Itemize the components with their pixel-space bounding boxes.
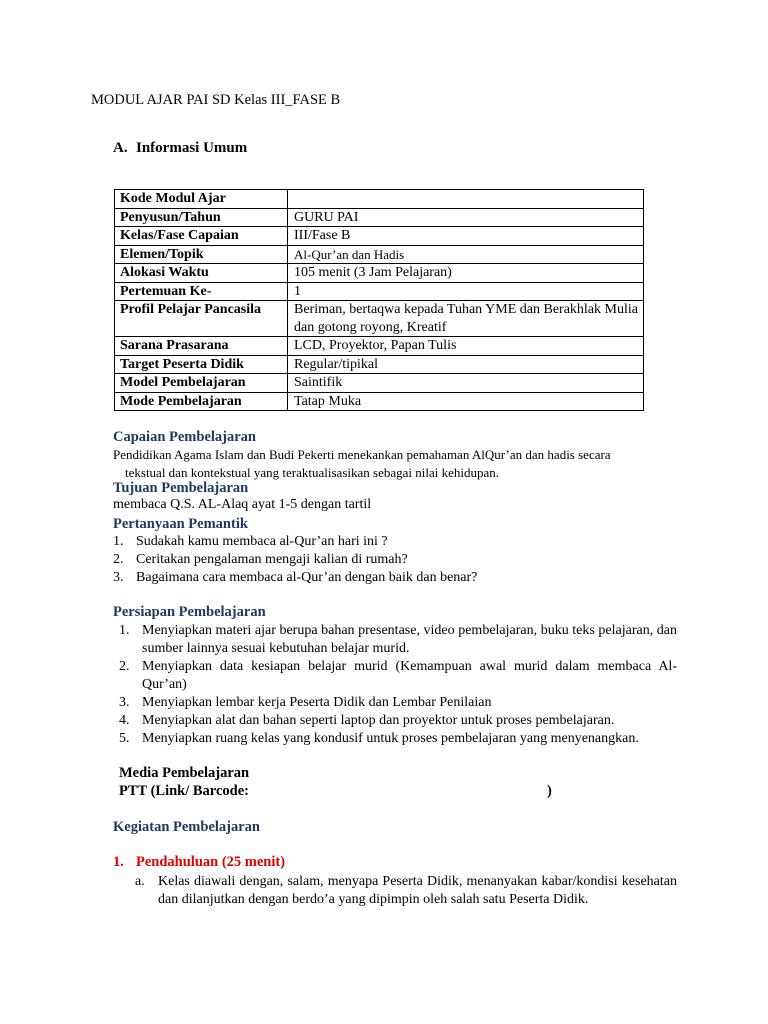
table-key-cell: Target Peserta Didik [115,355,288,374]
item-a-label: a. [135,874,145,889]
list-item [119,730,677,748]
table-key-cell: Pertemuan Ke- [115,282,288,301]
list-number: 4. [119,713,130,728]
list-item [113,551,653,569]
pendahuluan-number: 1. [113,854,124,870]
list-item [119,694,677,712]
persiapan-heading: Persiapan Pembelajaran [113,604,266,620]
list-item [119,622,677,658]
table-row [115,208,644,227]
table-value-cell: Regular/tipikal [288,355,644,374]
list-number: 3. [113,570,124,585]
table-row [115,337,644,356]
list-item [119,712,677,730]
list-text: Bagaimana cara membaca al-Qur’an dengan baik dan benar? [136,570,478,585]
table-row [115,392,644,411]
media-label: Media Pembelajaran [119,765,250,781]
table-value-cell: LCD, Proyektor, Papan Tulis [288,337,644,356]
table-row [115,282,644,301]
table-key-cell: Mode Pembelajaran [115,392,288,411]
table-value-cell: Beriman, bertaqwa kepada Tuhan YME dan Berakhlak Mulia dan gotong royong, Kreatif [288,301,644,337]
list-text: Sudakah kamu membaca al-Qur’an hari ini ? [136,534,388,549]
pendahuluan-item-a [135,873,677,909]
tujuan-heading: Tujuan Pembelajaran [113,480,249,496]
table-row [115,355,644,374]
list-number: 5. [119,731,130,746]
document-title: MODUL AJAR PAI SD Kelas III_FASE B [91,92,341,108]
table-row [115,245,644,264]
pendahuluan-heading [113,854,285,871]
table-value-cell: III/Fase B [288,227,644,246]
table-key-cell: Model Pembelajaran [115,374,288,393]
table-row [115,301,644,337]
info-table [114,189,644,411]
table-row [115,374,644,393]
ptt-close-paren: ) [547,783,552,799]
pemantik-heading: Pertanyaan Pemantik [113,516,248,532]
section-a-number: A. [113,140,128,156]
list-number: 3. [119,695,130,710]
table-key-cell: Profil Pelajar Pancasila [115,301,288,337]
section-a-heading [113,140,247,157]
table-key-cell: Kelas/Fase Capaian [115,227,288,246]
table-value-cell: 1 [288,282,644,301]
list-number: 2. [113,552,124,567]
pendahuluan-title: Pendahuluan (25 menit) [136,854,286,870]
table-key-cell: Kode Modul Ajar [115,190,288,209]
table-key-cell: Elemen/Topik [115,245,288,264]
persiapan-list [119,622,677,748]
list-number: 2. [119,659,130,674]
list-item [113,569,653,587]
table-value-cell: Al-Qur’an dan Hadis [288,245,644,264]
list-number: 1. [119,623,130,638]
table-value-cell: 105 menit (3 Jam Pelajaran) [288,264,644,283]
capaian-line-2: tekstual dan kontekstual yang teraktualisasikan sebagai nilai kehidupan. [125,464,500,480]
tujuan-text: membaca Q.S. AL-Alaq ayat 1-5 dengan tartil [113,497,372,512]
table-value-cell: Tatap Muka [288,392,644,411]
table-value-cell: Saintifik [288,374,644,393]
table-row [115,264,644,283]
table-row [115,190,644,209]
capaian-text [113,446,653,481]
table-key-cell: Penyusun/Tahun [115,208,288,227]
list-item [113,533,653,551]
list-text: Menyiapkan ruang kelas yang kondusif untuk proses pembelajaran yang menyenangkan. [142,731,639,746]
list-number: 1. [113,534,124,549]
kegiatan-heading: Kegiatan Pembelajaran [113,819,260,835]
item-a-text: Kelas diawali dengan, salam, menyapa Peserta Didik, menanyakan kabar/kondisi kesehatan dan dilanjutkan dengan berdo’a yang dipimpin oleh salah satu Peserta Didik. [158,874,677,907]
capaian-line-1: Pendidikan Agama Islam dan Budi Pekerti menekankan pemahaman AlQur’an dan hadis secara [113,447,611,462]
section-a-title: Informasi Umum [136,140,248,156]
list-text: Menyiapkan alat dan bahan seperti laptop dan proyektor untuk proses pembelajaran. [142,713,615,728]
list-text: Ceritakan pengalaman mengaji kalian di rumah? [136,552,408,567]
table-value-cell [288,190,644,209]
capaian-heading: Capaian Pembelajaran [113,429,256,445]
table-row [115,227,644,246]
list-text: Menyiapkan lembar kerja Peserta Didik dan Lembar Penilaian [142,695,492,710]
ptt-label: PTT (Link/ Barcode: [119,783,249,799]
list-text: Menyiapkan data kesiapan belajar murid (Kemampuan awal murid dalam membaca Al-Qur’an) [142,659,677,692]
table-value-cell: GURU PAI [288,208,644,227]
pemantik-list [113,533,653,587]
list-text: Menyiapkan materi ajar berupa bahan presentase, video pembelajaran, buku teks pelajaran, dan sumber lainnya sesuai kebutuhan belajar murid. [142,623,677,656]
list-item [119,658,677,694]
table-key-cell: Alokasi Waktu [115,264,288,283]
table-key-cell: Sarana Prasarana [115,337,288,356]
